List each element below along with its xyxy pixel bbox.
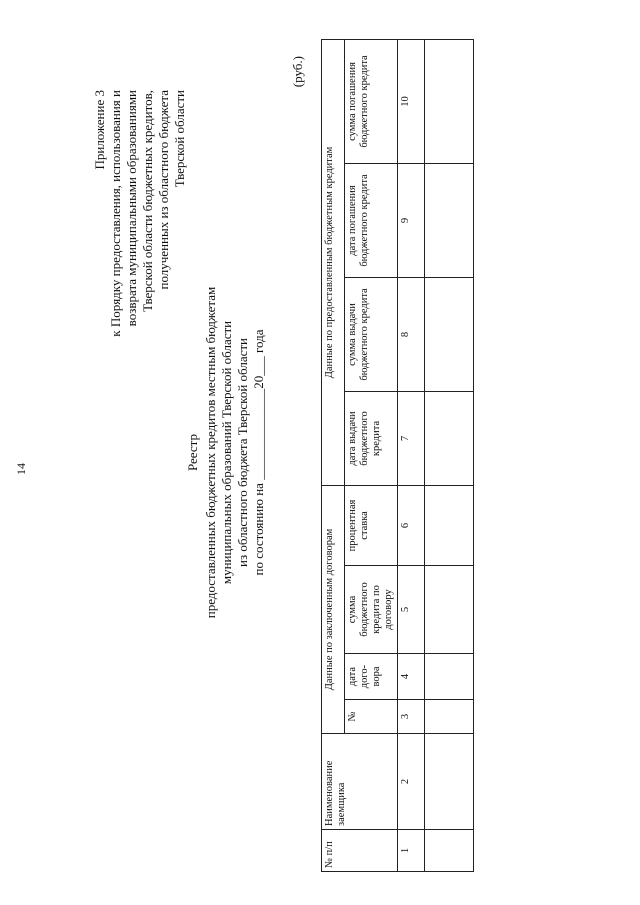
column-number: 10 xyxy=(398,39,425,163)
table-cell xyxy=(425,39,474,163)
header-interest-rate: процентная ставка xyxy=(345,485,398,565)
table-row xyxy=(425,39,474,871)
register-table xyxy=(321,39,474,872)
table-cell xyxy=(425,277,474,391)
title-heading: Реестр xyxy=(185,433,200,472)
table-cell xyxy=(425,163,474,277)
column-number: 5 xyxy=(398,566,425,654)
header-contract-date: дата дого-вора xyxy=(345,654,398,700)
column-number: 2 xyxy=(398,734,425,830)
title-line: предоставленных бюджетных кредитов местным бюджетам xyxy=(203,286,218,619)
appendix-line: Приложение 3 xyxy=(92,90,107,170)
column-numbers-row xyxy=(398,39,425,871)
column-number: 9 xyxy=(398,163,425,277)
header-contract-number: № xyxy=(345,700,398,734)
header-repayment-date: дата погашения бюджетного кредита xyxy=(345,163,398,277)
header-issue-date: дата выдачи бюджетного кредита xyxy=(345,391,398,485)
header-borrower: Наименование заемщика xyxy=(322,734,398,830)
header-contract-amount: сумма бюджетного кредита по договору xyxy=(345,566,398,654)
column-number: 7 xyxy=(398,391,425,485)
appendix-line: полученных из областного бюджета xyxy=(156,90,171,290)
title-line: из областного бюджета Тверской области xyxy=(235,338,250,567)
header-credits-group: Данные по предоставленным бюджетным кредитам xyxy=(322,39,345,485)
table-cell xyxy=(425,485,474,565)
table-cell xyxy=(425,700,474,734)
column-number: 3 xyxy=(398,700,425,734)
appendix-line: Тверской области xyxy=(172,90,187,188)
column-number: 1 xyxy=(398,830,425,872)
header-issue-amount: сумма выдачи бюджетного кредита xyxy=(345,277,398,391)
table-cell xyxy=(425,734,474,830)
appendix-line: к Порядку предоставления, использования и xyxy=(108,90,123,337)
column-number: 8 xyxy=(398,277,425,391)
header-no: № п/п xyxy=(322,830,398,872)
column-number: 6 xyxy=(398,485,425,565)
currency-unit: (руб.) xyxy=(290,56,305,88)
header-row-groups xyxy=(322,39,345,871)
header-repayment-amount: сумма погашения бюджетного кредита xyxy=(345,39,398,163)
title-line: по состоянию на ______________20___ года xyxy=(251,329,266,576)
table-cell xyxy=(425,654,474,700)
appendix-line: Тверской области бюджетных кредитов, xyxy=(140,90,155,312)
table-cell xyxy=(425,391,474,485)
page-number: 14 xyxy=(14,463,28,475)
document-title xyxy=(185,0,267,905)
appendix-line: возврата муниципальными образованиями xyxy=(124,90,139,327)
title-line: муниципальных образований Тверской области xyxy=(219,320,234,585)
table-cell xyxy=(425,830,474,872)
table-cell xyxy=(425,566,474,654)
appendix-note xyxy=(92,90,188,337)
column-number: 4 xyxy=(398,654,425,700)
header-contracts-group: Данные по заключенным договорам xyxy=(322,485,345,733)
